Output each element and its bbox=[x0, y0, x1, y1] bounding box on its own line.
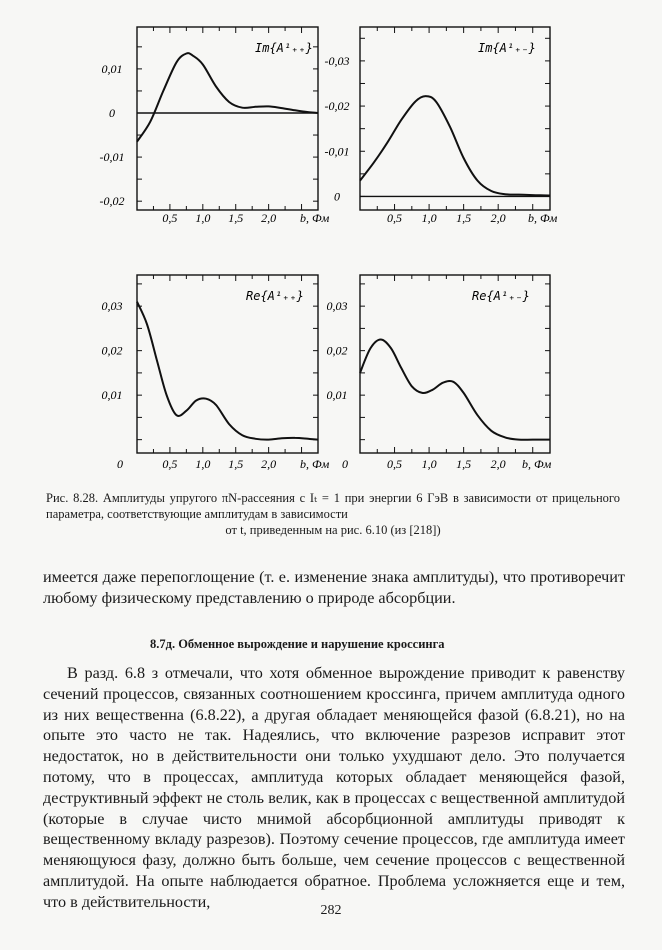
x-tick-label: 0,5 bbox=[387, 211, 403, 225]
x-axis-label: b, Фм bbox=[522, 457, 552, 471]
y-tick-label: 0,01 bbox=[101, 388, 123, 403]
y-tick-label: -0,01 bbox=[324, 144, 350, 159]
data-curve bbox=[360, 340, 550, 440]
panel-label: Re{A¹₊₋} bbox=[472, 289, 530, 303]
figure-caption bbox=[46, 490, 620, 538]
data-curve bbox=[137, 302, 318, 440]
x-tick-label: 0 bbox=[342, 457, 348, 471]
page-number: 282 bbox=[320, 903, 342, 918]
y-tick-label: -0,01 bbox=[99, 150, 125, 165]
panel-label: Re{A¹₊₊} bbox=[246, 289, 304, 303]
x-tick-label: 2,0 bbox=[490, 211, 506, 225]
x-axis-label: b, Фм bbox=[528, 211, 558, 225]
paragraph-1: имеется даже перепоглощение (т. е. изменение знака амплитуды), что противоречит любому физическому представлению о природе абсорбции. bbox=[43, 568, 625, 607]
data-curve bbox=[360, 96, 550, 195]
x-tick-label: 1,0 bbox=[195, 457, 211, 471]
x-tick-label: 1,0 bbox=[421, 457, 437, 471]
y-tick-label: 0,01 bbox=[326, 388, 348, 403]
y-tick-label: -0,03 bbox=[324, 53, 350, 68]
section-heading: 8.7д. Обменное вырождение и нарушение кроссинга bbox=[150, 637, 445, 651]
panel-label: Im{A¹₊₋} bbox=[478, 41, 536, 55]
chart-panel-1 bbox=[100, 27, 330, 225]
y-tick-label: 0,02 bbox=[326, 343, 348, 358]
y-tick-label: 0,02 bbox=[101, 343, 123, 358]
y-tick-label: 0,03 bbox=[326, 299, 348, 314]
caption-main: Рис. 8.28. Амплитуды упругого πN-рассеяния с Iₜ = 1 при энергии 6 ГэВ в зависимости от прицельного параметра, соответствующие амплитудам в зависимости bbox=[46, 491, 620, 521]
x-tick-label: 1,0 bbox=[195, 211, 211, 225]
data-curve bbox=[137, 53, 318, 142]
x-tick-label: 2,0 bbox=[261, 211, 277, 225]
y-tick-label: 0,01 bbox=[101, 61, 123, 76]
x-tick-label: 0,5 bbox=[387, 457, 403, 471]
chart-panel-4 bbox=[327, 275, 552, 471]
x-tick-label: 0,5 bbox=[162, 211, 178, 225]
chart-panel-3 bbox=[102, 275, 330, 471]
chart-panel-2 bbox=[325, 27, 558, 225]
x-tick-label: 1,0 bbox=[421, 211, 437, 225]
y-tick-label: 0 bbox=[334, 189, 340, 204]
x-tick-label: 1,5 bbox=[456, 457, 472, 471]
paragraph-2: В разд. 6.8 з отмечали, что хотя обменное вырождение приводит к равенству сечений процессов, связанных соотношением кроссинга, причем амплитуда одного из них вещественна (6.8.22), а другая обладает меняющейся фазой (6.8.21), но на опыте это часто не так. Надеялись, что включение разрезов исправит этот недостаток, но в действительности они только ухудшают дело. Это получается потому, что в процессах, амплитуда которых обладает меняющейся фазой, деструктивный эффект не столь велик, как в процессах с вещественной амплитудой (которые в случае чисто мнимой абсорбционной амплитуды приводят к вещественному вкладу разрезов). Поэтому сечение процессов, где амплитуда имеет меняющуюся фазу, должно быть больше, чем сечение процессов с вещественной амплитудой. На опыте наблюдается обратное. Проблема усложняется еще и тем, что в действительности, bbox=[43, 664, 625, 911]
x-tick-label: 0 bbox=[117, 457, 123, 471]
x-tick-label: 1,5 bbox=[228, 457, 244, 471]
panel-label: Im{A¹₊₊} bbox=[255, 41, 313, 55]
y-tick-label: 0 bbox=[109, 105, 115, 120]
y-tick-label: 0,03 bbox=[101, 299, 123, 314]
x-axis-label: b, Фм bbox=[300, 457, 330, 471]
y-tick-label: -0,02 bbox=[99, 194, 125, 209]
y-tick-label: -0,02 bbox=[324, 99, 350, 114]
x-tick-label: 0,5 bbox=[162, 457, 178, 471]
x-tick-label: 2,0 bbox=[490, 457, 506, 471]
caption-last-line: от t, приведенным на рис. 6.10 (из [218]) bbox=[225, 523, 441, 537]
x-tick-label: 1,5 bbox=[456, 211, 472, 225]
x-axis-label: b, Фм bbox=[300, 211, 330, 225]
x-tick-label: 2,0 bbox=[261, 457, 277, 471]
x-tick-label: 1,5 bbox=[228, 211, 244, 225]
